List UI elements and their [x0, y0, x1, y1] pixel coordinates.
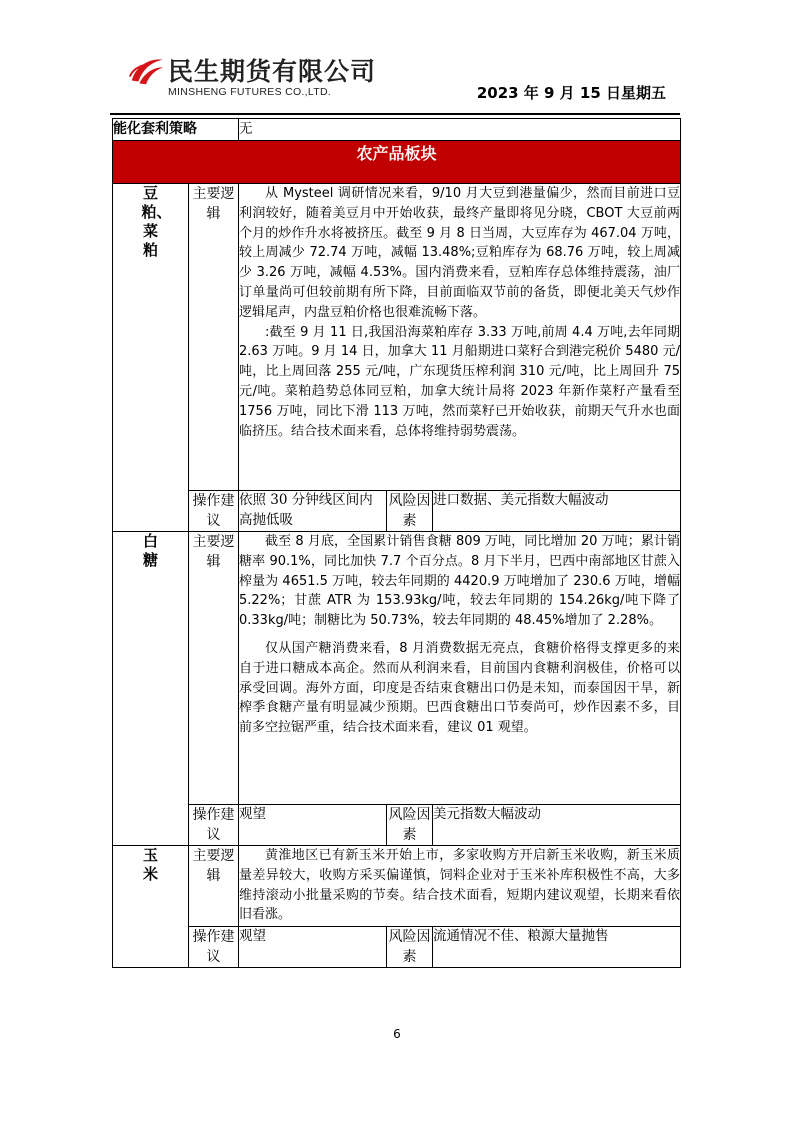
arb-row: [113, 119, 681, 141]
sugar-category-cell: [113, 532, 189, 846]
banner-row: [113, 141, 681, 184]
soy-paragraph-2: :截至 9 月 11 日,我国沿海菜粕库存 3.33 万吨,前周 4.4 万吨,去年同期 2.63 万吨。9 月 14 日，加拿大 11 月船期进口菜籽合到港完税价 5480 元/吨，比上周回落 255 元/吨，广东现货压榨利润 310 元/吨，比上周回升 75 元/吨。菜粕趋势总体同豆粕，加拿大统计局将 2023 年新作菜籽产量看至 1756 万吨，同比下滑 113 万吨，然而菜籽已开始收获，前期天气升水也面临挤压。结合技术面来看，总体将维持弱势震荡。: [239, 324, 681, 439]
company-logo: [128, 50, 377, 106]
sugar-risk-value: 美元指数大幅波动: [433, 805, 681, 846]
arb-value: 无: [239, 119, 681, 141]
soy-logic-row: [113, 184, 681, 491]
sugar-advice-label: 操作建议: [189, 805, 239, 846]
corn-risk-value: 流通情况不佳、粮源大量抛售: [433, 927, 681, 968]
header-divider: [110, 113, 680, 115]
soy-category: 豆粕、菜粕: [141, 184, 172, 259]
report-date: 2023 年 9 月 15 日星期五: [476, 84, 666, 102]
page-number: 6: [393, 1027, 401, 1041]
sugar-paragraph-2: 仅从国产糖消费来看，8 月消费数据无亮点，食糖价格得支撑更多的来自于进口糖成本高企。然而从利润来看，目前国内食糖利润极佳，价格可以承受回调。海外方面，印度是否结束食糖出口仍是未知，而泰国因干旱，新榨季食糖产量有明显减少预期。巴西食糖出口节奏尚可，炒作因素不多，目前多空拉锯严重，结合技术面来看，建议 01 观望。: [239, 640, 681, 736]
corn-advice-value: 观望: [239, 927, 387, 968]
sugar-advice-row: [113, 805, 681, 846]
minsheng-logo-icon: [128, 52, 166, 90]
corn-category-cell: [113, 846, 189, 968]
company-name-cn: 民生期货有限公司: [168, 57, 377, 86]
arb-key: 能化套利策略: [113, 119, 239, 141]
soy-advice-label: 操作建议: [189, 491, 239, 532]
sugar-logic-label: 主要逻辑: [189, 532, 239, 805]
corn-logic-text: [239, 846, 681, 927]
corn-logic-row: [113, 846, 681, 927]
soy-paragraph-1: 从 Mysteel 调研情况来看，9/10 月大豆到港量偏少，然而目前进口豆利润较好，随着美豆月中开始收获，最终产量即将见分晓，CBOT 大豆前两个月的炒作升水将被挤压。截至 9 月 8 日当周，大豆库存为 467.04 万吨，较上周减少 72.74 万吨，减幅 13.48%;豆粕库存为 68.76 万吨，较上周减少 3.26 万吨，减幅 4.53%。国内消费来看，豆粕库存总体维持震荡，油厂订单量尚可但较前期有所下降，目前面临双节前的备货，即便北美天气炒作逻辑尾声，内盘豆粕价格也很难流畅下落。: [239, 186, 681, 320]
corn-advice-label: 操作建议: [189, 927, 239, 968]
sugar-logic-text: [239, 532, 681, 805]
soy-advice-row: [113, 491, 681, 532]
soy-logic-text: [239, 184, 681, 491]
sugar-risk-label: 风险因素: [387, 805, 433, 846]
sugar-paragraph-1: 截至 8 月底，全国累计销售食糖 809 万吨，同比增加 20 万吨；累计销糖率 90.1%，同比加快 7.7 个百分点。8 月下半月，巴西中南部地区甘蔗入榨量为 4651.5 万吨，较去年同期的 4420.9 万吨增加了 230.6 万吨，增幅 5.22%；甘蔗 ATR 为 153.93kg/吨，较去年同期的 154.26kg/吨下降了 0.33kg/吨；制糖比为 50.73%，较去年同期的 48.45%增加了 2.28%。: [239, 534, 681, 629]
sugar-category: 白糖: [142, 532, 158, 569]
soy-logic-label: 主要逻辑: [189, 184, 239, 491]
page-header: [0, 0, 794, 118]
company-name-en: MINSHENG FUTURES CO.,LTD.: [168, 86, 332, 98]
corn-risk-label: 风险因素: [387, 927, 433, 968]
corn-logic-label: 主要逻辑: [189, 846, 239, 927]
corn-paragraph-1: 黄淮地区已有新玉米开始上市，多家收购方开启新玉米收购，新玉米质量差异较大，收购方采买偏谨慎，饲料企业对于玉米补库积极性不高，大多维持滚动小批量采购的节奏。结合技术面看，短期内建议观望，长期来看依旧看涨。: [239, 848, 681, 923]
strategy-table: [112, 118, 681, 968]
soy-category-cell: [113, 184, 189, 532]
corn-category: 玉米: [142, 846, 158, 883]
soy-risk-value: 进口数据、美元指数大幅波动: [433, 491, 681, 532]
sugar-logic-row: [113, 532, 681, 805]
soy-risk-label: 风险因素: [387, 491, 433, 532]
section-banner: 农产品板块: [113, 141, 681, 184]
corn-advice-row: [113, 927, 681, 968]
sugar-advice-value: 观望: [239, 805, 387, 846]
soy-advice-value: 依照 30 分钟线区间内高抛低吸: [239, 491, 387, 532]
